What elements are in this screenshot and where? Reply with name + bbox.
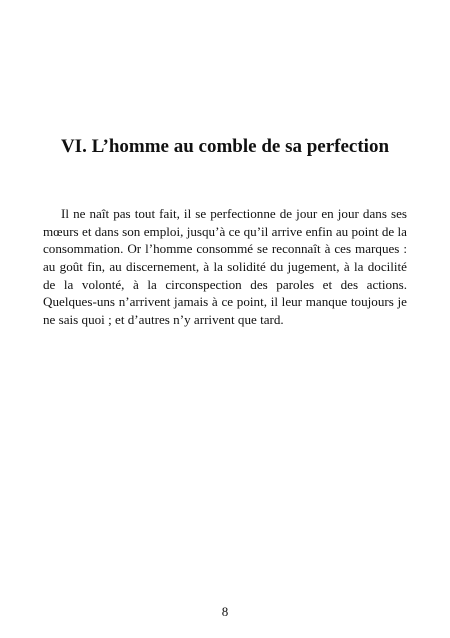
chapter-title: VI. L’homme au comble de sa perfection <box>60 136 390 157</box>
paragraph-line: au goût fin, au discernement, à la solidité du jugement, à la docilité <box>43 259 407 275</box>
paragraph-line: consommation. Or l’homme consommé se reconnaît à ces marques : <box>43 241 407 257</box>
paragraph-line: de la volonté, à la circonspection des paroles et des actions. <box>43 276 407 292</box>
paragraph-line: ne sais quoi ; et d’autres n’y arrivent que tard. <box>43 312 284 328</box>
paragraph-line: mœurs et dans son emploi, jusqu’à ce qu’il arrive enfin au point de la <box>43 223 407 239</box>
paragraph-line: Quelques-uns n’arrivent jamais à ce point, il leur manque toujours je <box>43 294 407 310</box>
paragraph-line: Il ne naît pas tout fait, il se perfectionne de jour en jour dans ses <box>61 206 407 221</box>
body-paragraph <box>43 205 407 329</box>
page-number: 8 <box>221 604 229 619</box>
